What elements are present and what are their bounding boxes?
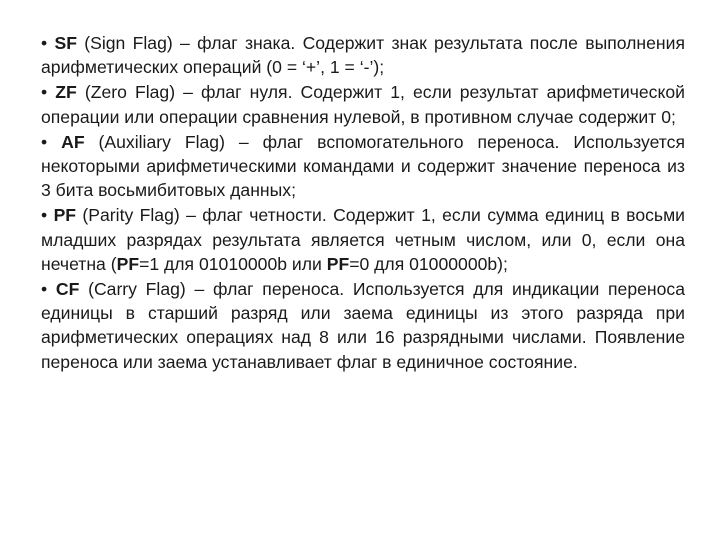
flag-example: =0 для 01000000b); (349, 253, 508, 274)
flag-abbr: PF (53, 205, 77, 226)
flag-abbr: SF (54, 33, 77, 53)
flag-item-sf (41, 31, 685, 79)
flag-abbr: PF (326, 253, 350, 274)
flag-description: (Carry Flag) – флаг переноса. Используется для индикации переноса единицы в старший разряд или заема единицы из этого разряда при арифметических операциях над 8 или 16 разрядными числами. Появление переноса или заема устанавливает флаг в единичное состояние. (41, 279, 685, 372)
flag-example: =1 для 01010000b или (139, 253, 327, 274)
flag-description: (Zero Flag) – флаг нуля. Содержит 1, если результат арифметической операции или операции сравнения нулевой, в противном случае содержит 0; (41, 82, 685, 127)
flag-item-pf (41, 203, 685, 276)
flag-item-zf (41, 80, 685, 128)
flag-description: (Sign Flag) – флаг знака. Содержит знак результата после выполнения арифметических операций (0 = ‘+’, 1 = ‘-’); (41, 33, 686, 78)
bullet: • (41, 131, 48, 152)
flag-description: (Auxiliary Flag) – флаг вспомогательного переноса. Используется некоторыми арифметическими командами и содержит значение переноса из 3 бита восьмибитовых данных; (41, 131, 685, 201)
flag-abbr: CF (55, 279, 80, 300)
flag-item-af (41, 130, 685, 203)
flag-abbr: ZF (55, 82, 77, 103)
bullet: • (41, 205, 48, 226)
bullet: • (41, 279, 48, 300)
bullet: • (41, 33, 48, 53)
flag-abbr: PF (116, 253, 140, 274)
bullet: • (41, 82, 48, 103)
flag-description: (Parity Flag) – флаг четности. Содержит 1, если сумма единиц в восьми младших разрядах результата является четным числом, или 0, если она нечетна ( (41, 205, 685, 274)
flag-abbr: AF (61, 131, 85, 152)
flag-item-cf (41, 277, 685, 374)
